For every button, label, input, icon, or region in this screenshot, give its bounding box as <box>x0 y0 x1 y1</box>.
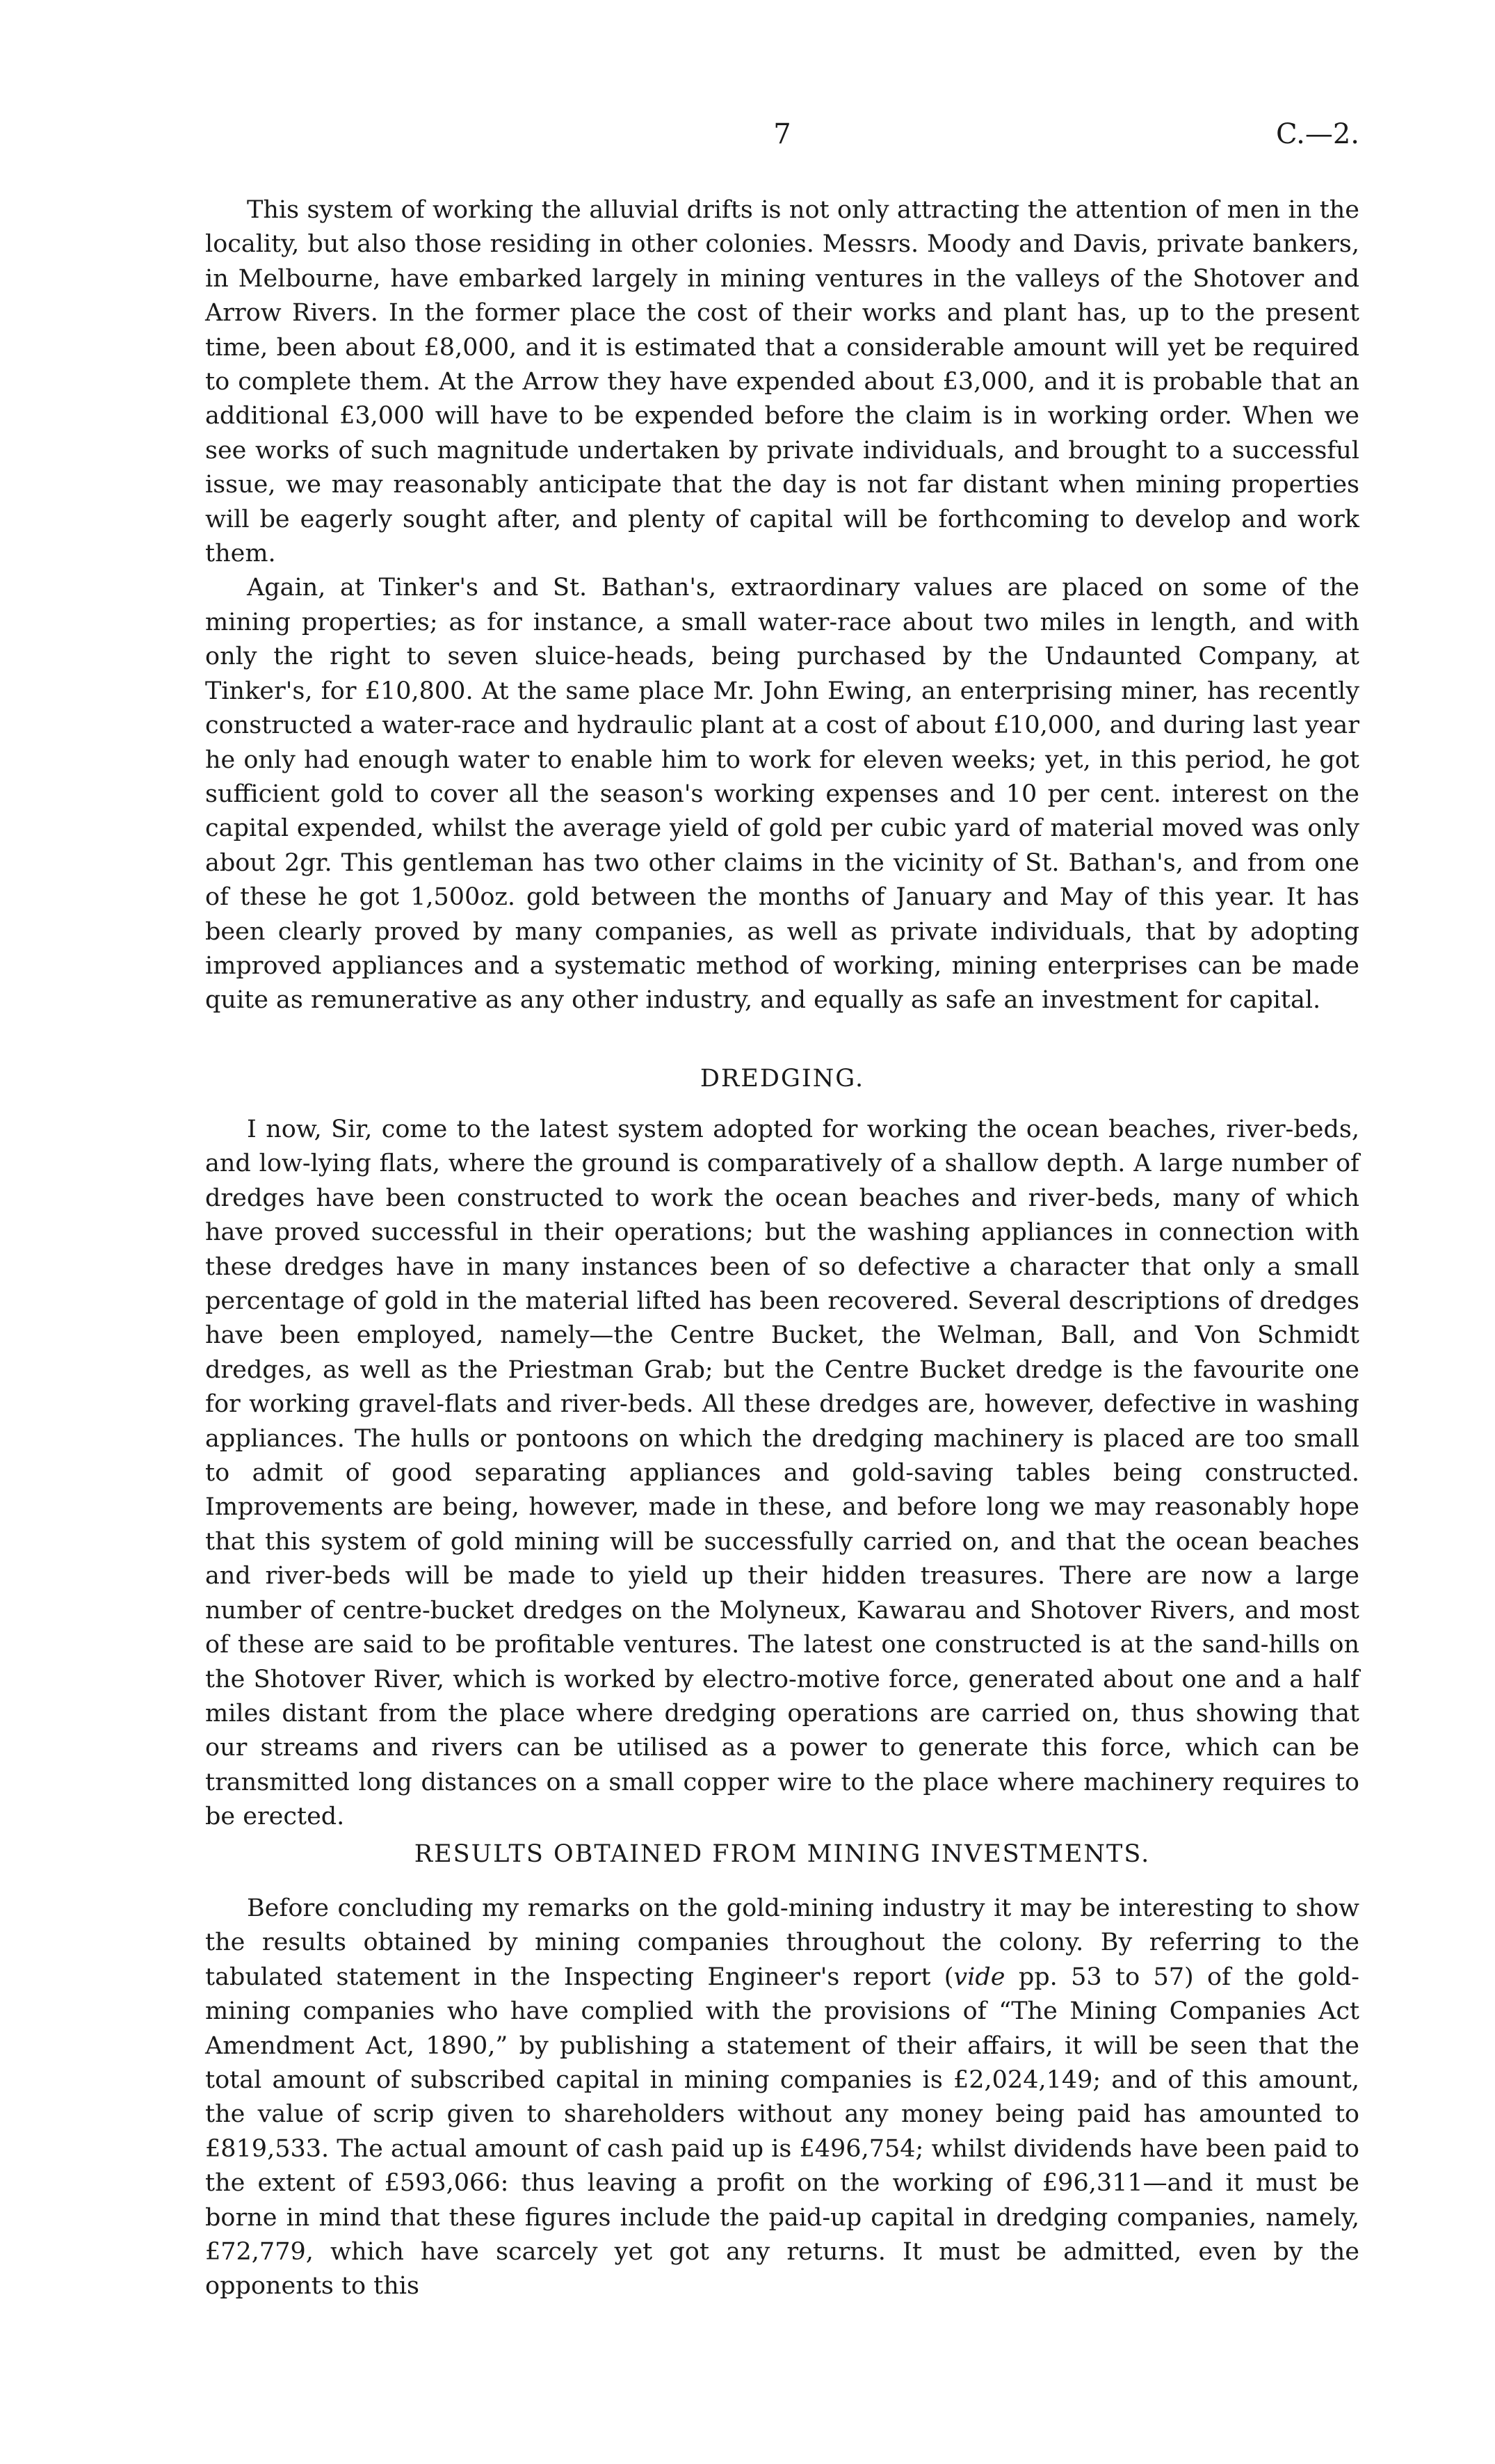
opening-section <box>205 193 1359 1018</box>
page-number: 7 <box>773 118 791 150</box>
document-reference: C.—2. <box>1275 118 1359 150</box>
dredging-heading-wrap <box>205 1065 1359 1093</box>
paragraph-alluvial-drifts: This system of working the alluvial drifts is not only attracting the attention of men in the locality, but also those residing in other colonies. Messrs. Moody and Davis, private bankers, in Melbourne, have embarked largely in mining ventures in the valleys of the Shotover and Arrow Rivers. In the former place the cost of their works and plant has, up to the present time, been about £8,000, and it is estimated that a considerable amount will yet be required to complete them. At the Arrow they have expended about £3,000, and it is probable that an additional £3,000 will have to be expended before the claim is in working order. When we see works of such magnitude undertaken by private individuals, and brought to a successful issue, we may reasonably anticipate that the day is not far distant when mining properties will be eagerly sought after, and plenty of capital will be forthcoming to develop and work them. <box>205 196 1359 568</box>
section-heading-results: RESULTS OBTAINED FROM MINING INVESTMENTS. <box>414 1840 1151 1868</box>
results-heading-wrap <box>205 1840 1359 1868</box>
paragraph-results <box>205 1892 1359 2304</box>
results-text-before-vide: Before concluding my remarks on the gold-mining industry it may be interesting to show the results obtained by mining companies throughout the colony. By referring to the tabulated statement in the Inspecting Engineer's report ( <box>205 1894 1359 1991</box>
results-text-vide: vide <box>953 1963 1005 1991</box>
results-text-after-vide: pp. 53 to 57) of the gold-mining companies who have complied with the provisions of “The Mining Companies Act Amendment Act, 1890,” by publishing a statement of their affairs, it will be seen that the total amount of subscribed capital in mining companies is £2,024,149; and of this amount, the value of scrip given to shareholders without any money being paid has amounted to £819,533. The actual amount of cash paid up is £496,754; whilst dividends have been paid to the extent of £593,066: thus leaving a profit on the working of £96,311—and it must be borne in mind that these figures include the paid-up capital in dredging companies, namely, £72,779, which have scarcely yet got any returns. It must be admitted, even by the opponents to this <box>205 1963 1359 2301</box>
paragraph-dredging: I now, Sir, come to the latest system adopted for working the ocean beaches, river-beds, and low-lying flats, where the ground is comparatively of a shallow depth. A large number of dredges have been constructed to work the ocean beaches and river-beds, many of which have proved successful in their operations; but the washing appliances in connection with these dredges have in many instances been of so defective a character that only a small percentage of gold in the material lifted has been recovered. Several descriptions of dredges have been employed, namely—the Centre Bucket, the Welman, Ball, and Von Schmidt dredges, as well as the Priestman Grab; but the Centre Bucket dredge is the favourite one for working gravel-flats and river-beds. All these dredges are, however, defective in washing appliances. The hulls or pontoons on which the dredging machinery is placed are too small to admit of good separating appliances and gold-saving tables being constructed. Improvements are being, however, made in these, and before long we may reasonably hope that this system of gold mining will be successfully carried on, and that the ocean beaches and river-beds will be made to yield up their hidden treasures. There are now a large number of centre-bucket dredges on the Molyneux, Kawarau and Shotover Rivers, and most of these are said to be profitable ventures. The latest one constructed is at the sand-hills on the Shotover River, which is worked by electro-motive force, generated about one and a half miles distant from the place where dredging operations are carried on, thus showing that our streams and rivers can be utilised as a power to generate this force, which can be transmitted long distances on a small copper wire to the place where machinery requires to be erected. <box>205 1116 1359 1831</box>
page-header <box>205 118 1359 160</box>
section-heading-dredging: DREDGING. <box>700 1065 865 1093</box>
results-section <box>205 1892 1359 2304</box>
dredging-section <box>205 1113 1359 1835</box>
paragraph-tinkers-st-bathans: Again, at Tinker's and St. Bathan's, extraordinary values are placed on some of the mining properties; as for instance, a small water-race about two miles in length, and with only the right to seven sluice-heads, being purchased by the Undaunted Company, at Tinker's, for £10,800. At the same place Mr. John Ewing, an enterprising miner, has recently constructed a water-race and hydraulic plant at a cost of about £10,000, and during last year he only had enough water to enable him to work for eleven weeks; yet, in this period, he got sufficient gold to cover all the season's working expenses and 10 per cent. interest on the capital expended, whilst the average yield of gold per cubic yard of material moved was only about 2gr. This gentleman has two other claims in the vicinity of St. Bathan's, and from one of these he got 1,500oz. gold between the months of January and May of this year. It has been clearly proved by many companies, as well as private individuals, that by adopting improved appliances and a systematic method of working, mining enterprises can be made quite as remunerative as any other industry, and equally as safe an investment for capital. <box>205 574 1359 1015</box>
